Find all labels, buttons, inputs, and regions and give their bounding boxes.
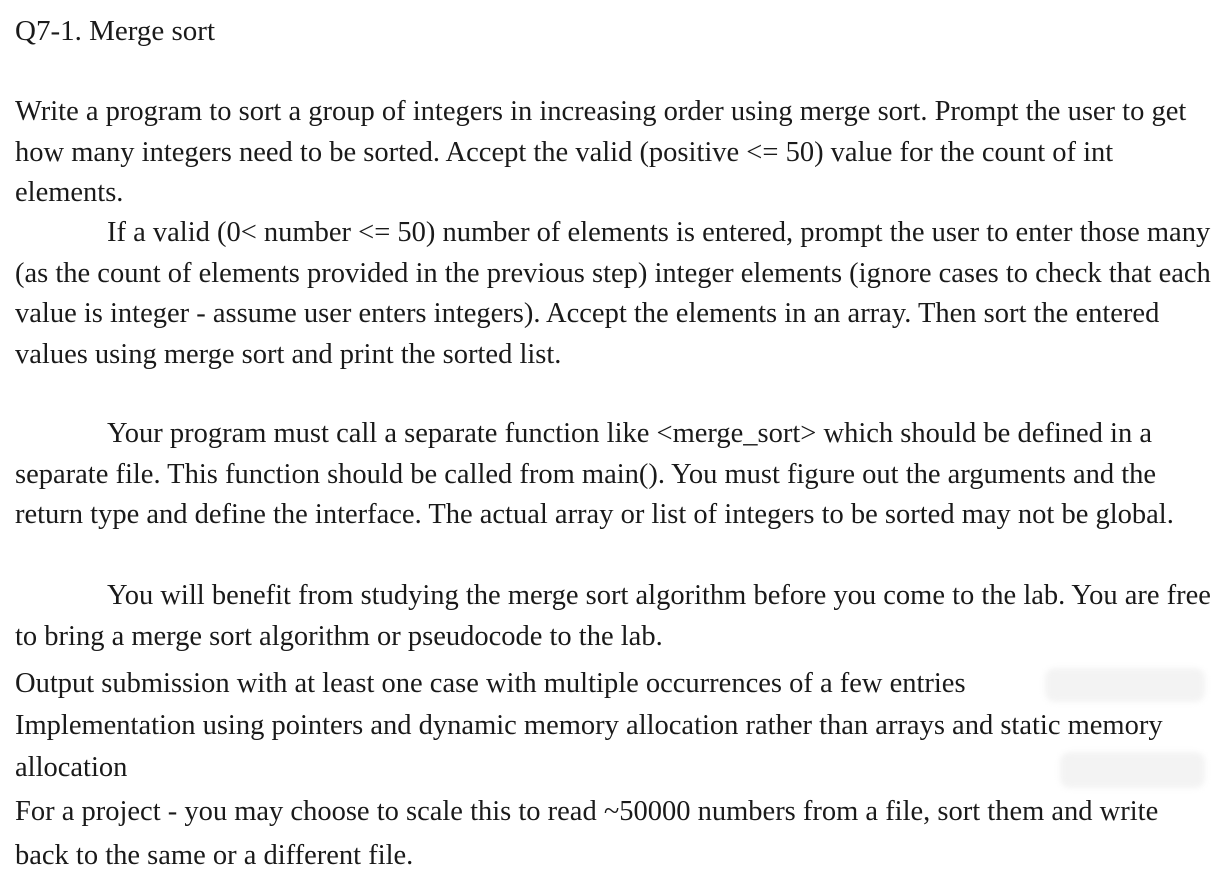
faded-mark [1045,668,1205,702]
paragraph-text: If a valid (0< number <= 50) number of elements is entered, prompt the user to enter those many (as the count of elements provided in the previous step) integer elements (ignore cases to check that each value is integer - assume user enters integers). Accept the elements in an array. Then sort the entered values using merge sort and print the sorted list. [15,217,1211,370]
paragraph-text: Your program must call a separate function like <merge_sort> which should be defined in a separate file. This function should be called from main(). You must figure out the arguments and the return type and define the interface. The actual array or list of integers to be sorted may not be global. [15,418,1174,530]
paragraph-text: You will benefit from studying the merge sort algorithm before you come to the lab. You are free to bring a merge sort algorithm or pseudocode to the lab. [15,580,1211,652]
paragraph-study-advice [15,576,1220,657]
paragraph-input-rules [15,213,1220,375]
paragraph-intro [15,92,1220,214]
requirement-dynamic-memory: Implementation using pointers and dynamic memory allocation rather than arrays and static memory allocation [15,710,1163,783]
requirement-project-scale: For a project - you may choose to scale this to read ~50000 numbers from a file, sort them and write back to the same or a different file. [15,796,1159,871]
requirement-output-submission: Output submission with at least one case with multiple occurrences of a few entries [15,668,966,699]
page-title: Q7-1. Merge sort [15,15,216,47]
paragraph-text: Write a program to sort a group of integers in increasing order using merge sort. Prompt the user to get how many integers need to be sorted. Accept the valid (positive <= 50) value for the count of int elements. [15,96,1187,208]
faded-mark [1060,752,1205,788]
paragraph-function-requirements [15,414,1220,536]
